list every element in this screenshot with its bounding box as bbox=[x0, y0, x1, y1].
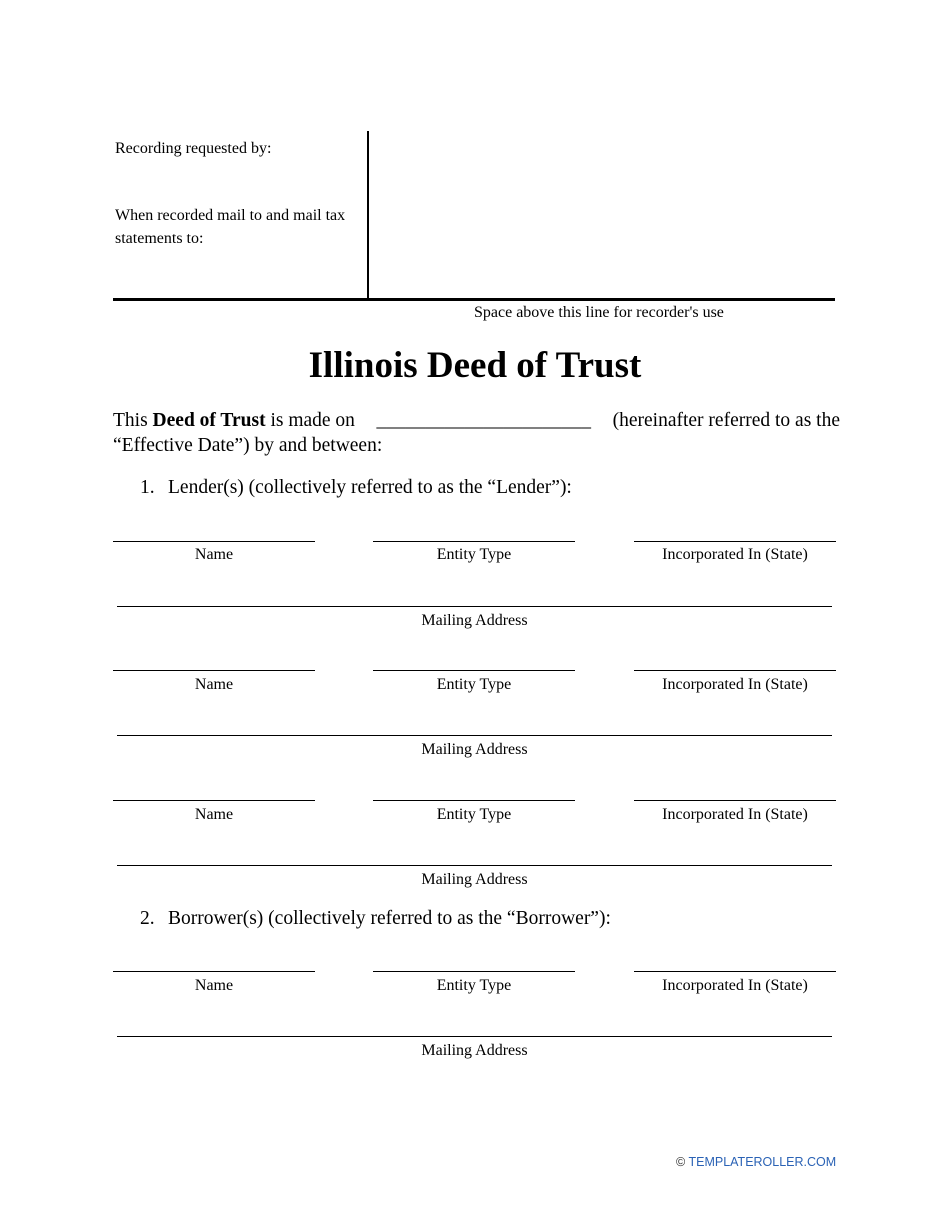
lender-2-state-caption: Incorporated In (State) bbox=[662, 676, 808, 693]
lender-2-address-line[interactable] bbox=[117, 735, 832, 736]
intro-lead: This Deed of Trust is made on bbox=[113, 410, 355, 431]
lender-1-name-line[interactable] bbox=[113, 541, 315, 542]
intro-paragraph bbox=[113, 408, 840, 458]
recorder-space-line bbox=[113, 298, 835, 301]
lender-1-state-line[interactable] bbox=[634, 541, 836, 542]
lender-1-entity-line[interactable] bbox=[373, 541, 575, 542]
borrower-1-state-line[interactable] bbox=[634, 971, 836, 972]
borrower-1-state-caption: Incorporated In (State) bbox=[662, 977, 808, 994]
mail-to-line-2: statements to: bbox=[115, 230, 204, 247]
lender-3-entity-caption: Entity Type bbox=[436, 806, 512, 823]
recording-requested-label: Recording requested by: bbox=[115, 140, 272, 157]
effective-date-blank[interactable]: ______________________ bbox=[376, 410, 592, 431]
lender-3-name-caption: Name bbox=[194, 806, 234, 823]
lender-2-entity-line[interactable] bbox=[373, 670, 575, 671]
borrower-heading: 2. Borrower(s) (collectively referred to as the “Borrower”): bbox=[140, 908, 611, 929]
lender-1-entity-caption: Entity Type bbox=[436, 546, 512, 563]
borrower-1-name-caption: Name bbox=[194, 977, 234, 994]
lender-2-address-caption: Mailing Address bbox=[421, 741, 528, 758]
page-title: Illinois Deed of Trust bbox=[308, 345, 642, 386]
lender-heading: 1. Lender(s) (collectively referred to as the “Lender”): bbox=[140, 477, 572, 498]
lender-2-state-line[interactable] bbox=[634, 670, 836, 671]
intro-bold-term: Deed of Trust bbox=[152, 410, 266, 431]
borrower-1-address-caption: Mailing Address bbox=[421, 1042, 528, 1059]
copyright-symbol: © bbox=[676, 1155, 686, 1169]
lender-1-state-caption: Incorporated In (State) bbox=[662, 546, 808, 563]
mail-to-line-1: When recorded mail to and mail tax bbox=[115, 207, 346, 224]
footer bbox=[676, 1155, 836, 1169]
templateroller-link[interactable]: TEMPLATEROLLER.COM bbox=[688, 1155, 837, 1169]
recording-box-divider bbox=[367, 131, 369, 300]
lender-1-address-line[interactable] bbox=[117, 606, 832, 607]
borrower-1-entity-line[interactable] bbox=[373, 971, 575, 972]
borrower-1-address-line[interactable] bbox=[117, 1036, 832, 1037]
lender-3-entity-line[interactable] bbox=[373, 800, 575, 801]
lender-3-state-line[interactable] bbox=[634, 800, 836, 801]
mail-to-label bbox=[115, 204, 345, 250]
lender-2-entity-caption: Entity Type bbox=[436, 676, 512, 693]
borrower-1-entity-caption: Entity Type bbox=[436, 977, 512, 994]
lender-3-address-line[interactable] bbox=[117, 865, 832, 866]
lender-3-address-caption: Mailing Address bbox=[421, 871, 528, 888]
lender-2-name-caption: Name bbox=[194, 676, 234, 693]
lender-3-state-caption: Incorporated In (State) bbox=[662, 806, 808, 823]
intro-hereinafter: (hereinafter referred to as the bbox=[612, 410, 840, 431]
lender-1-name-caption: Name bbox=[194, 546, 234, 563]
lender-2-name-line[interactable] bbox=[113, 670, 315, 671]
lender-1-address-caption: Mailing Address bbox=[421, 612, 528, 629]
intro-line-2: “Effective Date”) by and between: bbox=[113, 435, 383, 456]
borrower-1-name-line[interactable] bbox=[113, 971, 315, 972]
lender-3-name-line[interactable] bbox=[113, 800, 315, 801]
recorder-note: Space above this line for recorder's use bbox=[474, 304, 724, 321]
